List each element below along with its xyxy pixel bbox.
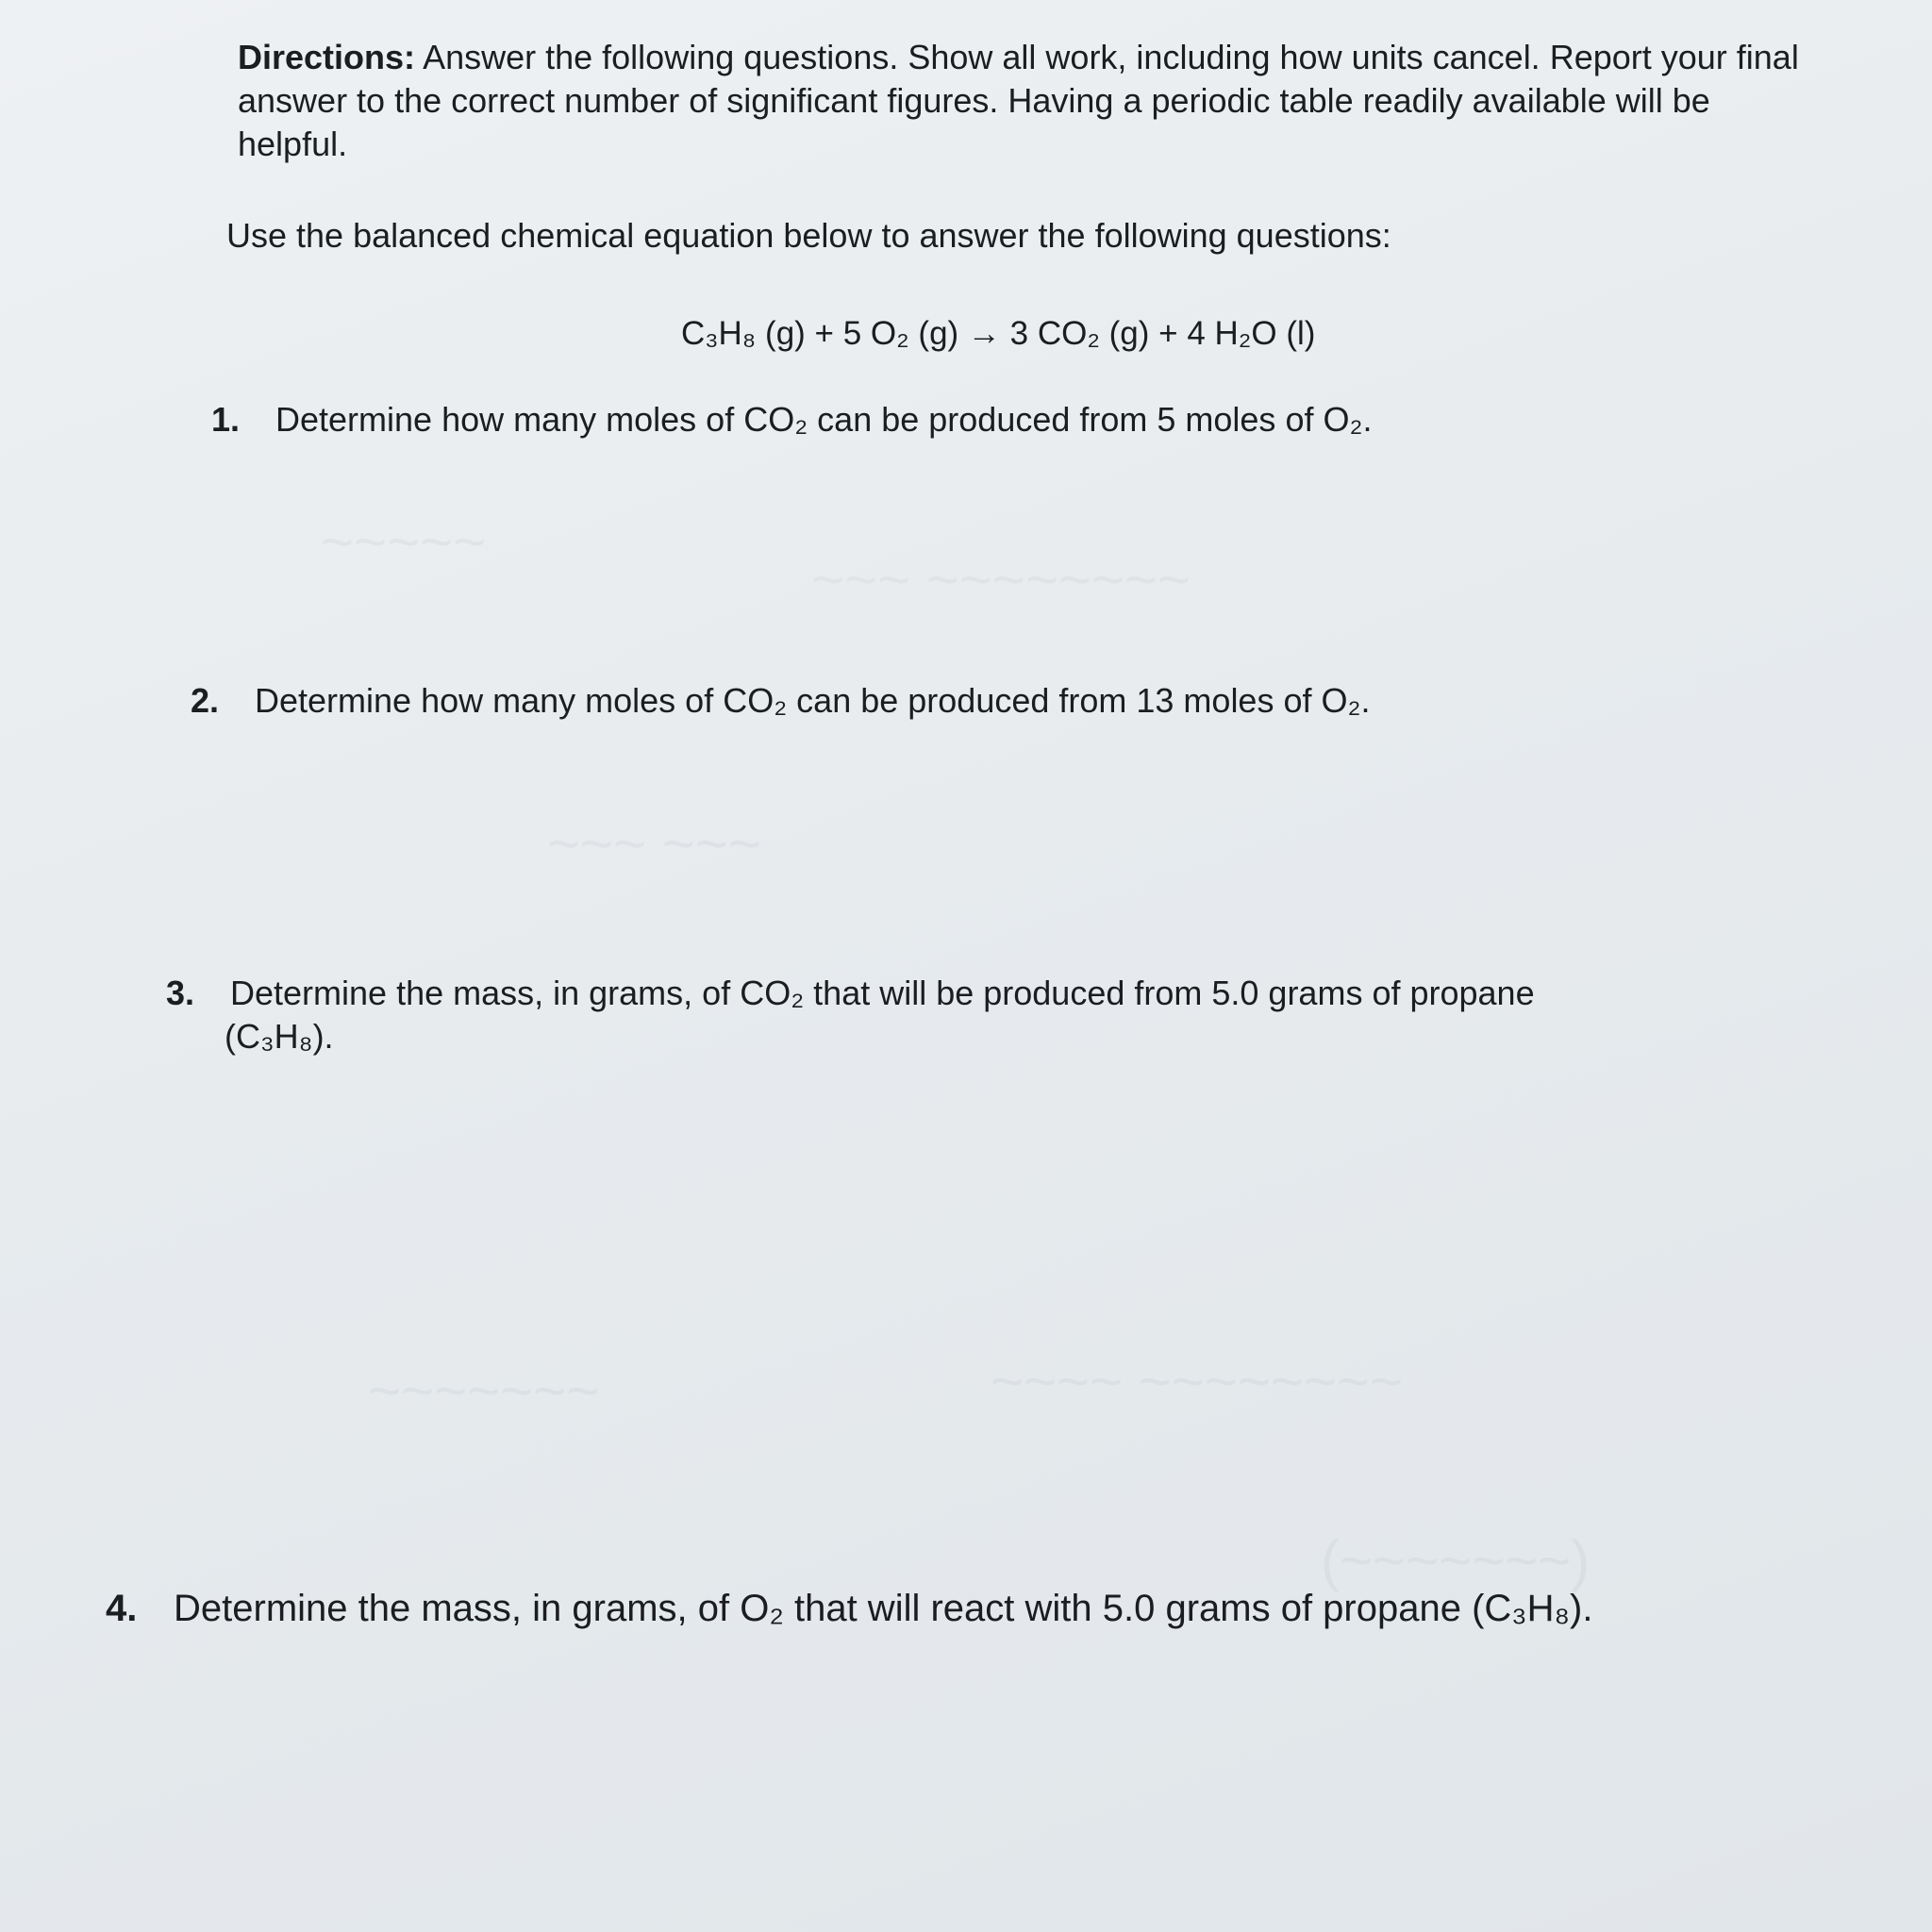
question-3 [166, 972, 1789, 1058]
question-number: 1. [211, 400, 241, 439]
bleed-through-mark: ~~~ ~~~ [547, 812, 761, 875]
question-2 [191, 679, 1370, 723]
bleed-through-mark: ~~~~ ~~~~~~~~ [991, 1350, 1404, 1413]
question-text: Determine how many moles of CO₂ can be produced from 13 moles of O₂. [255, 681, 1371, 720]
bleed-through-mark: ~~~ ~~~~~~~~ [811, 548, 1191, 611]
directions-text: Answer the following questions. Show all work, including how units cancel. Report your final answer to the correct number of significant figures. Having a periodic table readily available will be helpful. [238, 38, 1799, 163]
bleed-through-mark: ~~~~~~~ [368, 1359, 600, 1423]
question-text: Determine the mass, in grams, of CO₂ that will be produced from 5.0 grams of propane [230, 974, 1535, 1012]
directions-label: Directions: [238, 38, 416, 76]
question-1 [211, 398, 1372, 441]
question-4 [106, 1585, 1593, 1632]
question-text-continuation: (C₃H₈). [225, 1017, 334, 1056]
instructions-intro: Use the balanced chemical equation below to answer the following questions: [226, 216, 1391, 255]
question-number: 3. [166, 974, 195, 1012]
bleed-through-mark: (~~~~~~~) [1321, 1529, 1591, 1592]
question-text: Determine how many moles of CO₂ can be produced from 5 moles of O₂. [275, 400, 1373, 439]
chemical-equation: C₃H₈ (g) + 5 O₂ (g) → 3 CO₂ (g) + 4 H₂O (l) [681, 315, 1316, 352]
question-text: Determine the mass, in grams, of O₂ that will react with 5.0 grams of propane (C₃H₈). [174, 1588, 1593, 1629]
question-number: 2. [191, 681, 220, 720]
directions-paragraph [238, 36, 1823, 166]
question-number: 4. [106, 1588, 138, 1629]
bleed-through-mark: ~~~~~ [321, 510, 487, 574]
